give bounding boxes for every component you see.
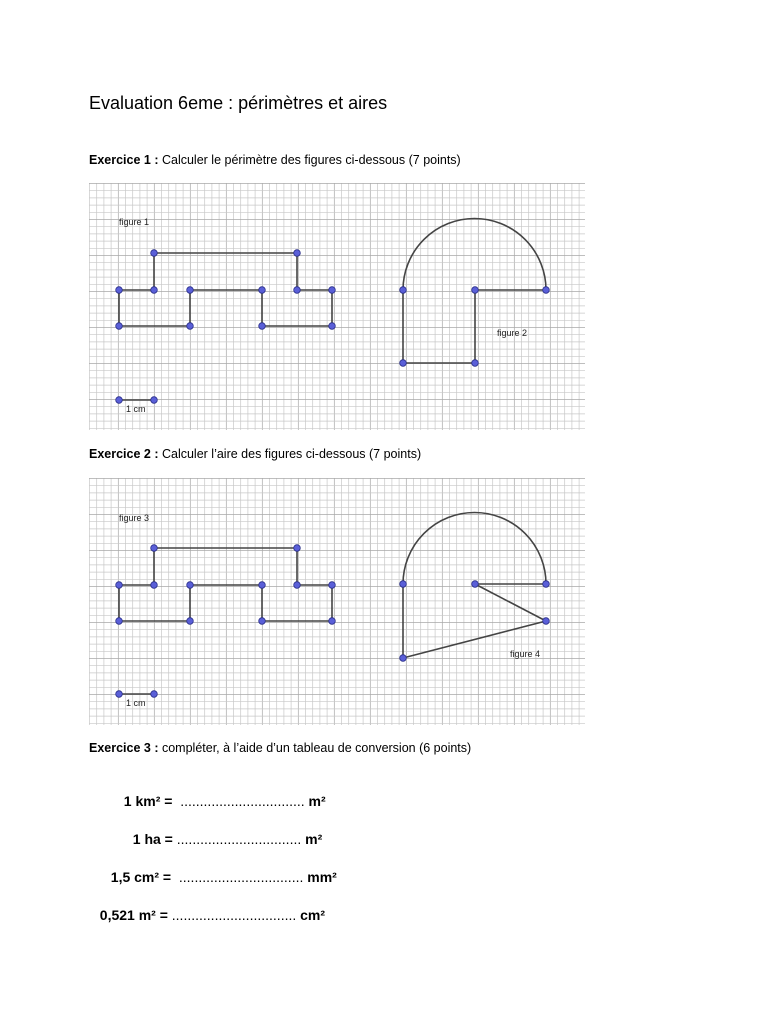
- conversion-left: 0,521 m² =: [99, 907, 168, 923]
- point-marker: [187, 618, 194, 625]
- conversion-unit: m²: [301, 831, 323, 847]
- point-marker: [151, 545, 158, 552]
- conversion-row: [103, 853, 337, 885]
- page-title: Evaluation 6eme : périmètres et aires: [89, 93, 388, 113]
- conversion-row: [116, 777, 326, 809]
- point-marker: [116, 287, 123, 294]
- point-marker: [400, 360, 407, 367]
- point-marker: [259, 323, 266, 330]
- point-marker: [543, 287, 550, 294]
- figure-2-label: figure 2: [497, 328, 528, 338]
- conversion-unit: mm²: [303, 869, 337, 885]
- point-marker: [400, 287, 407, 294]
- grid-figures-1-2: [89, 183, 585, 430]
- point-marker: [294, 250, 301, 257]
- conversion-dots: ................................: [171, 869, 304, 885]
- point-marker: [259, 582, 266, 589]
- scale-label: 1 cm: [126, 404, 146, 414]
- grid-exercise-1: [89, 183, 585, 430]
- point-marker: [400, 581, 407, 588]
- point-marker: [151, 287, 158, 294]
- point-marker: [151, 691, 158, 698]
- point-marker: [187, 323, 194, 330]
- point-marker: [259, 287, 266, 294]
- point-marker: [472, 360, 479, 367]
- grid-exercise-2: [89, 478, 585, 725]
- conversion-row: [125, 815, 322, 847]
- point-marker: [116, 618, 123, 625]
- exercise-2-label: Exercice 2 :: [89, 447, 159, 461]
- conversion-left: 1 ha =: [132, 831, 173, 847]
- point-marker: [294, 545, 301, 552]
- point-marker: [329, 287, 336, 294]
- conversion-left: 1 km² =: [123, 793, 173, 809]
- conversion-left: 1,5 cm² =: [110, 869, 172, 885]
- figure-4-label: figure 4: [510, 649, 541, 659]
- exercise-3-line: [89, 741, 471, 755]
- point-marker: [472, 287, 479, 294]
- point-marker: [151, 582, 158, 589]
- point-marker: [151, 397, 158, 404]
- figure-1-label: figure 1: [119, 217, 150, 227]
- exercise-2-text: Calculer l’aire des figures ci-dessous (7 points): [158, 447, 422, 461]
- exercise-3-text: compléter, à l’aide d’un tableau de conversion (6 points): [158, 741, 472, 755]
- figure-2-outline: [403, 290, 546, 363]
- exercise-1-label: Exercice 1 :: [89, 153, 159, 167]
- conversion-unit: cm²: [296, 907, 326, 923]
- grid-figures-3-4: [89, 478, 585, 725]
- point-marker: [259, 618, 266, 625]
- conversion-dots: ................................: [172, 793, 305, 809]
- scale-label: 1 cm: [126, 698, 146, 708]
- point-marker: [543, 618, 550, 625]
- point-marker: [116, 691, 123, 698]
- point-marker: [329, 582, 336, 589]
- figure-3-label: figure 3: [119, 513, 150, 523]
- figure-2-arc: [403, 219, 546, 291]
- point-marker: [472, 581, 479, 588]
- exercise-2-line: [89, 447, 421, 461]
- conversion-dots: ................................: [172, 831, 302, 847]
- point-marker: [187, 582, 194, 589]
- point-marker: [329, 618, 336, 625]
- point-marker: [400, 655, 407, 662]
- figure-4-arc: [403, 513, 546, 585]
- point-marker: [116, 323, 123, 330]
- figure-4-outline: [403, 584, 546, 658]
- conversion-unit: m²: [304, 793, 326, 809]
- point-marker: [294, 287, 301, 294]
- point-marker: [543, 581, 550, 588]
- exercise-1-text: Calculer le périmètre des figures ci-dessous (7 points): [158, 153, 461, 167]
- point-marker: [329, 323, 336, 330]
- point-marker: [116, 397, 123, 404]
- conversion-row: [92, 891, 325, 923]
- point-marker: [294, 582, 301, 589]
- exercise-1-line: [89, 153, 461, 167]
- exercise-3-label: Exercice 3 :: [89, 741, 159, 755]
- point-marker: [116, 582, 123, 589]
- conversion-dots: ................................: [167, 907, 297, 923]
- point-marker: [187, 287, 194, 294]
- point-marker: [151, 250, 158, 257]
